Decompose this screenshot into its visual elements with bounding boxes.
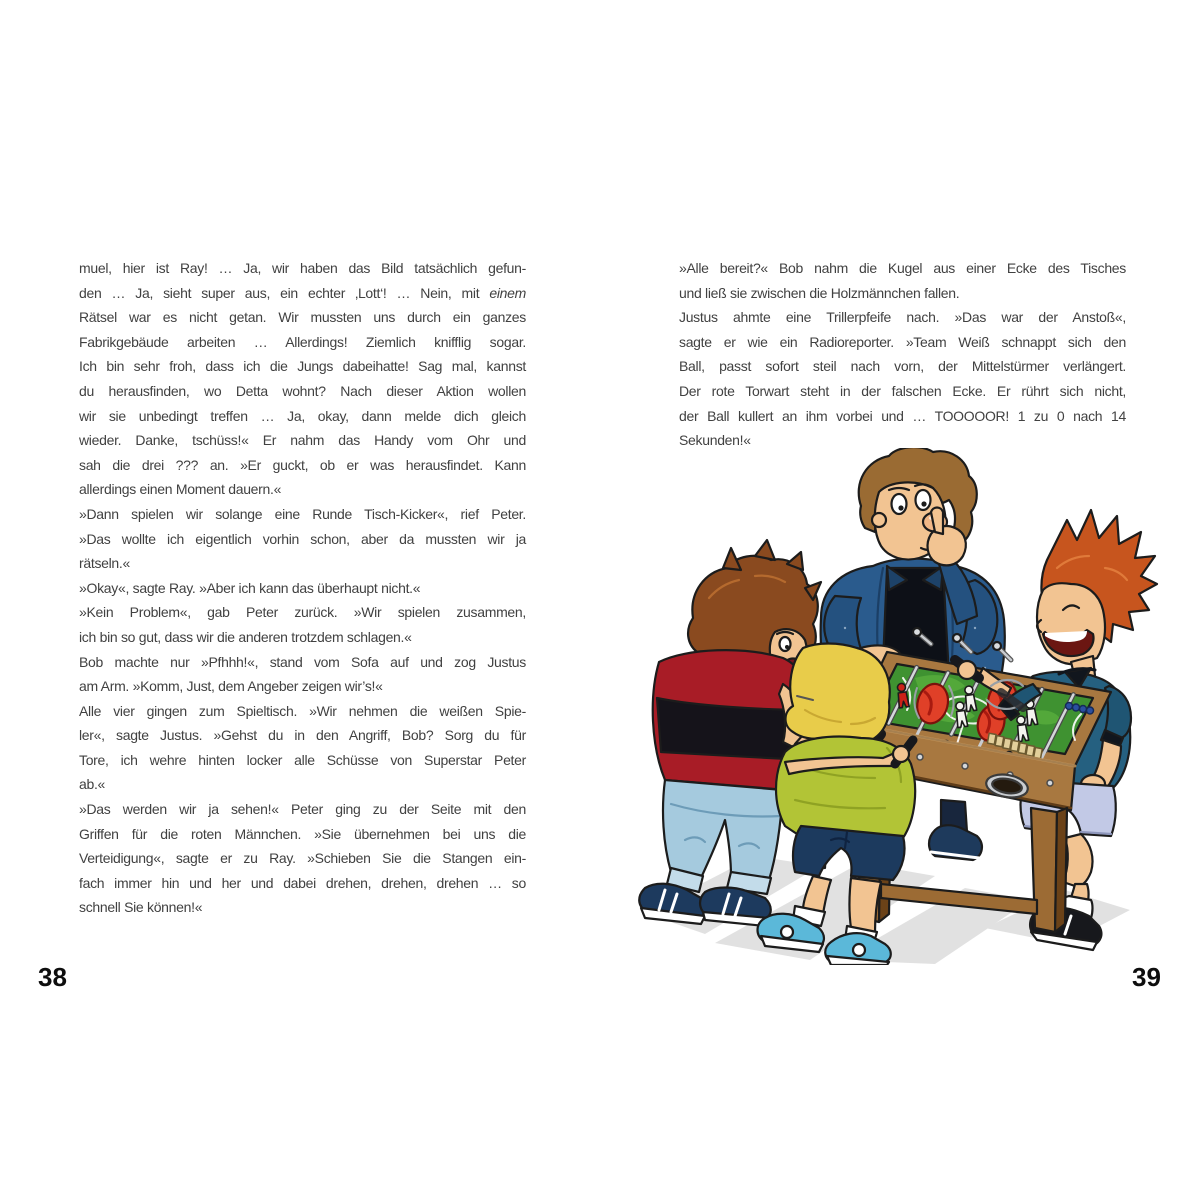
- text-line: der Ball kullert an ihm vorbei und … TOOOOOR! 1 zu 0 nach 14: [679, 407, 1126, 424]
- text-line: du herausfinden, wo Detta wohnt? Nach dieser Aktion wollen: [79, 382, 526, 399]
- right-page-text: [679, 256, 1126, 453]
- text-line: den … Ja, sieht super aus, ein echter ‚Lott‘! … Nein, mit einem: [79, 284, 526, 301]
- text-line: am Arm. »Komm, Just, dem Angeber zeigen wir’s!«: [79, 678, 383, 695]
- text-line: Tore, ich wehre hinten locker alle Schüsse von Superstar Peter: [79, 751, 526, 768]
- text-line: muel, hier ist Ray! … Ja, wir haben das Bild tatsächlich gefun-: [79, 260, 526, 276]
- text-line: Fabrikgebäude arbeiten … Allerdings! Ziemlich knifflig sogar.: [79, 333, 526, 350]
- text-line: Sekunden!«: [679, 432, 751, 449]
- text-line: Ball, passt sofort steil nach vorn, der Mittelstürmer verlängert.: [679, 358, 1126, 375]
- text-line: »Okay«, sagte Ray. »Aber ich kann das überhaupt nicht.«: [79, 579, 421, 596]
- text-line: Ich bin sehr froh, dass ich die Jungs dabeihatte! Sag mal, kannst: [79, 358, 526, 375]
- text-line: allerdings einen Moment dauern.«: [79, 481, 282, 498]
- text-line: Bob machte nur »Pfhhh!«, stand vom Sofa auf und zog Justus: [79, 653, 526, 670]
- page-number-left: 38: [38, 962, 67, 992]
- text-line: Alle vier gingen zum Spieltisch. »Wir nehmen die weißen Spie-: [79, 702, 526, 719]
- foosball-illustration: [635, 448, 1165, 965]
- page-number-right: 39: [1132, 962, 1161, 992]
- text-line: rätseln.«: [79, 555, 130, 572]
- text-line: Griffen für die roten Männchen. »Sie übernehmen bei uns die: [79, 825, 526, 842]
- text-line: Justus ahmte eine Trillerpfeife nach. »Das war der Anstoß«,: [679, 309, 1126, 326]
- text-line: Rätsel war es nicht getan. Wir mussten uns durch ein ganzes: [79, 309, 526, 326]
- text-line: und ließ sie zwischen die Holzmännchen fallen.: [679, 284, 960, 301]
- text-line: sagte er wie ein Radioreporter. »Team Weiß schnappt sich den: [679, 333, 1126, 350]
- text-line: ler«, sagte Justus. »Gehst du in den Angriff, Bob? Sorg du für: [79, 727, 526, 744]
- text-line: Der rote Torwart steht in der falschen Ecke. Er rührt sich nicht,: [679, 382, 1126, 399]
- text-line: »Kein Problem«, gab Peter zurück. »Wir spielen zusammen,: [79, 604, 526, 621]
- text-line: wir sie unbedingt treffen … Ja, okay, dann melde dich gleich: [79, 407, 526, 424]
- left-page-text: [79, 256, 526, 920]
- text-line: ab.«: [79, 776, 106, 793]
- text-line: fach immer hin und her und dabei drehen, drehen, drehen … so: [79, 874, 526, 891]
- text-line: »Alle bereit?« Bob nahm die Kugel aus einer Ecke des Tisches: [679, 260, 1126, 276]
- text-line: ich bin so gut, dass wir die anderen trotzdem schlagen.«: [79, 628, 412, 645]
- text-line: wieder. Danke, tschüss!« Er nahm das Handy vom Ohr und: [79, 432, 526, 449]
- text-line: schnell Sie können!«: [79, 899, 203, 916]
- text-line: Verteidigung«, sagte er zu Ray. »Schieben Sie die Stangen ein-: [79, 850, 526, 867]
- text-line: »Das werden wir ja sehen!« Peter ging zu der Seite mit den: [79, 801, 526, 818]
- text-line: »Das wollte ich eigentlich vorhin schon, aber da mussten wir ja: [79, 530, 526, 547]
- text-line: sah die drei ??? an. »Er guckt, ob er was herausfindet. Kann: [79, 456, 526, 473]
- text-line: »Dann spielen wir solange eine Runde Tisch-Kicker«, rief Peter.: [79, 505, 526, 522]
